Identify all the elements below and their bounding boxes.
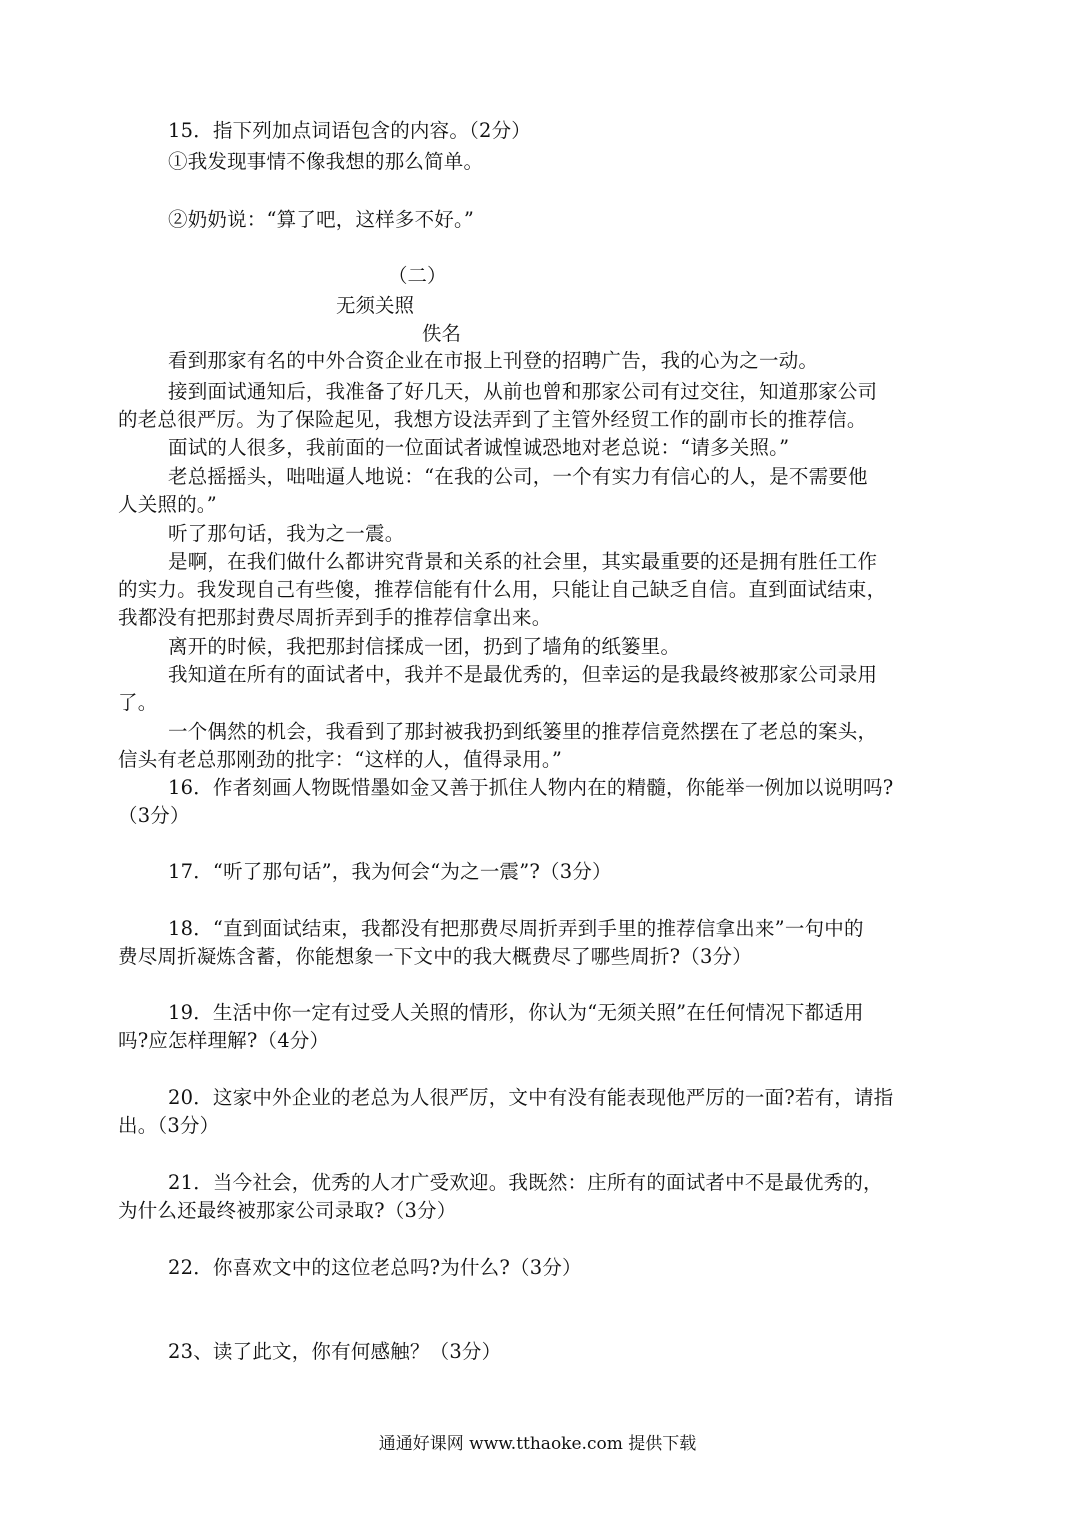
question-16-line-1: 16．作者刻画人物既惜墨如金又善于抓住人物内在的精髓，你能举一例加以说明吗?: [168, 776, 894, 799]
paragraph-9-line-1: 一个偶然的机会，我看到了那封被我扔到纸篓里的推荐信竟然摆在了老总的案头，: [168, 720, 878, 743]
paragraph-8-line-1: 我知道在所有的面试者中，我并不是最优秀的，但幸运的是我最终被那家公司录用: [168, 663, 878, 686]
question-16-line-2: （3分）: [118, 804, 190, 827]
paragraph-5: 听了那句话，我为之一震。: [168, 522, 405, 545]
passage-title: 无须关照: [336, 294, 415, 317]
question-20-line-2: 出。（3分）: [118, 1114, 220, 1137]
question-17: 17．“听了那句话”，我为何会“为之一震”?（3分）: [168, 860, 612, 883]
page-footer: 通通好课网 www.tthaoke.com 提供下载: [378, 1434, 697, 1454]
paragraph-6-line-3: 我都没有把那封费尽周折弄到手的推荐信拿出来。: [118, 606, 552, 629]
question-23: 23、读了此文，你有何感触？（3分）: [168, 1340, 502, 1363]
passage-author: 佚名: [422, 322, 462, 345]
paragraph-6-line-2: 的实力。我发现自己有些傻，推荐信能有什么用，只能让自己缺乏自信。直到面试结束，: [118, 578, 887, 601]
section-number: （二）: [388, 264, 447, 287]
paragraph-3: 面试的人很多，我前面的一位面试者诚惶诚恐地对老总说：“请多关照。”: [168, 436, 790, 459]
question-15-title: 15．指下列加点词语包含的内容。（2分）: [168, 119, 531, 142]
paragraph-2-line-1: 接到面试通知后，我准备了好几天，从前也曾和那家公司有过交往，知道那家公司: [168, 380, 878, 403]
question-22: 22．你喜欢文中的这位老总吗?为什么?（3分）: [168, 1256, 582, 1279]
question-15-item-2: ②奶奶说：“算了吧，这样多不好。”: [168, 208, 475, 231]
question-19-line-2: 吗?应怎样理解?（4分）: [118, 1029, 330, 1052]
question-15-item-1: ①我发现事情不像我想的那么简单。: [168, 150, 484, 173]
paragraph-1: 看到那家有名的中外合资企业在市报上刊登的招聘广告，我的心为之一动。: [168, 349, 819, 372]
paragraph-9-line-2: 信头有老总那刚劲的批字：“这样的人，值得录用。”: [118, 748, 562, 771]
paragraph-6-line-1: 是啊，在我们做什么都讲究背景和关系的社会里，其实最重要的还是拥有胜任工作: [168, 550, 878, 573]
paragraph-4-line-1: 老总摇摇头，咄咄逼人地说：“在我的公司，一个有实力有信心的人，是不需要他: [168, 465, 868, 488]
paragraph-8-line-2: 了。: [118, 691, 158, 714]
paragraph-4-line-2: 人关照的。”: [118, 493, 217, 516]
question-21-line-1: 21．当今社会，优秀的人才广受欢迎。我既然：庄所有的面试者中不是最优秀的，: [168, 1171, 883, 1194]
question-19-line-1: 19．生活中你一定有过受人关照的情形，你认为“无须关照”在任何情况下都适用: [168, 1001, 864, 1024]
question-20-line-1: 20．这家中外企业的老总为人很严厉，文中有没有能表现他严厉的一面?若有，请指: [168, 1086, 894, 1109]
paragraph-2-line-2: 的老总很严厉。为了保险起见，我想方设法弄到了主管外经贸工作的副市长的推荐信。: [118, 408, 867, 431]
question-18-line-2: 费尽周折凝炼含蓄，你能想象一下文中的我大概费尽了哪些周折?（3分）: [118, 945, 752, 968]
question-18-line-1: 18．“直到面试结束，我都没有把那费尽周折弄到手里的推荐信拿出来”一句中的: [168, 917, 864, 940]
paragraph-7: 离开的时候，我把那封信揉成一团，扔到了墙角的纸篓里。: [168, 635, 681, 658]
question-21-line-2: 为什么还最终被那家公司录取?（3分）: [118, 1199, 457, 1222]
